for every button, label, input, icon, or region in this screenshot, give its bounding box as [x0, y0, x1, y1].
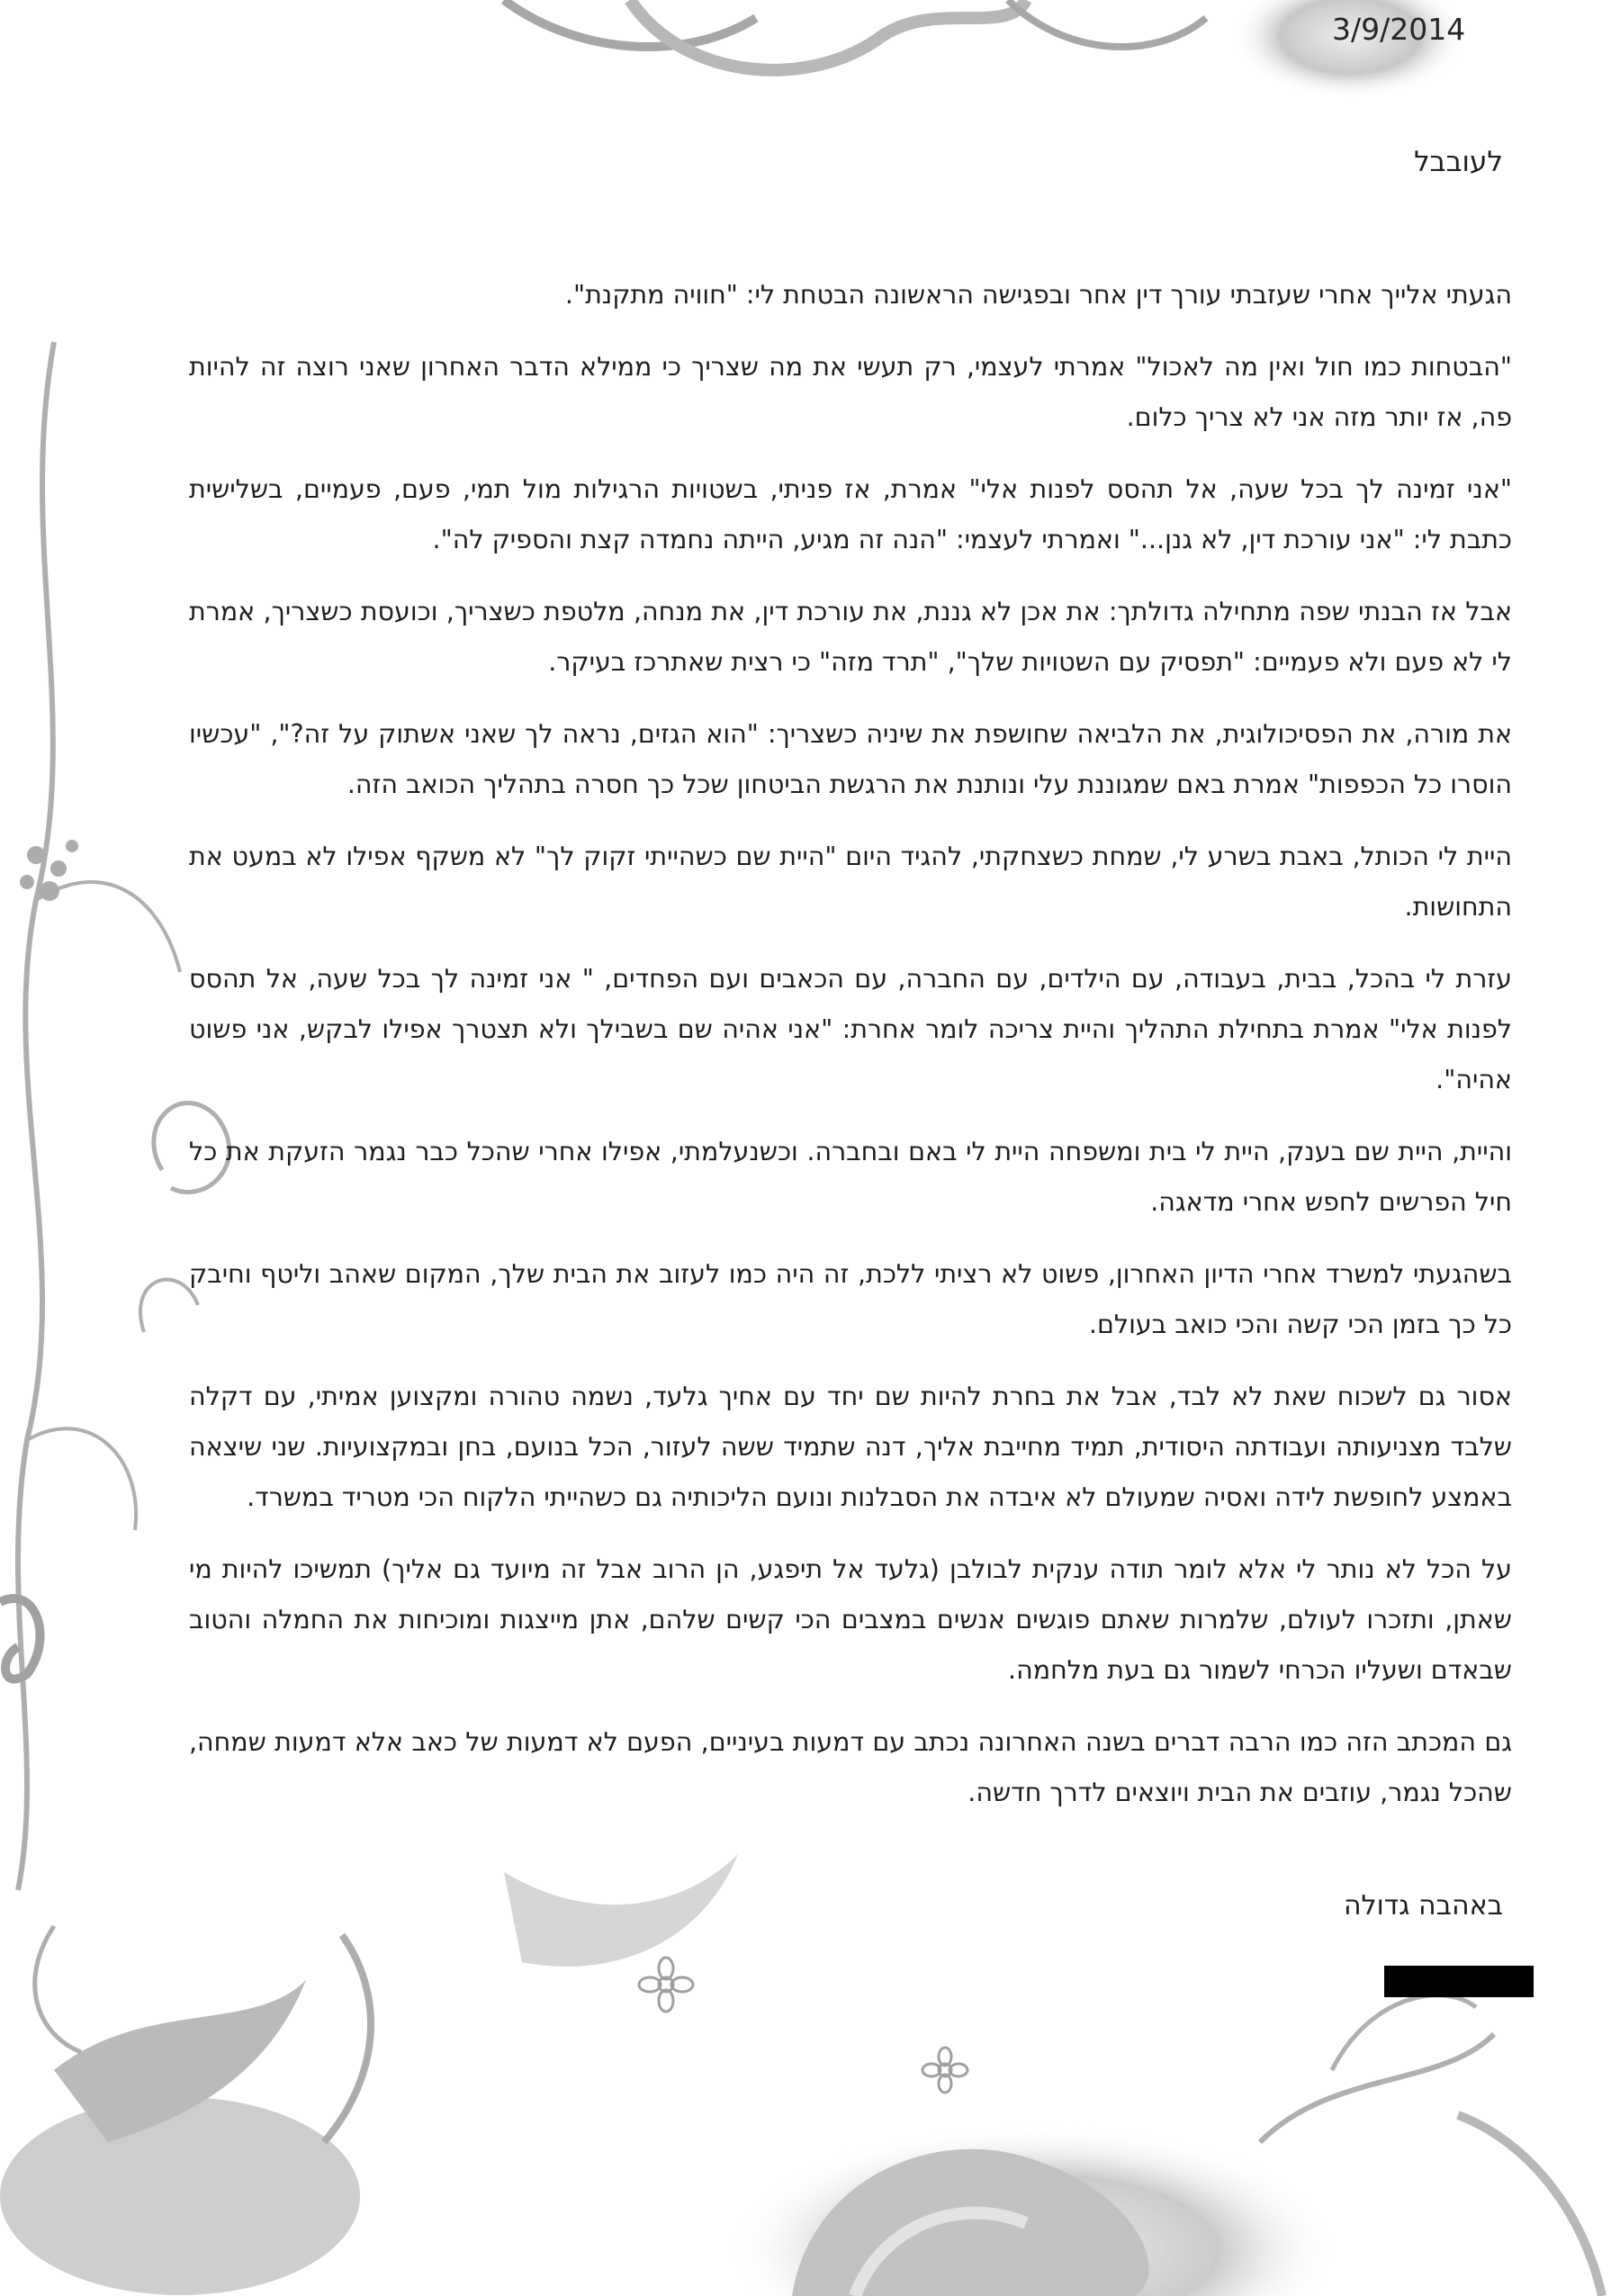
letter-paragraph: גם המכתב הזה כמו הרבה דברים בשנה האחרונה נכתב עם דמעות בעיניים, הפעם לא דמעות של כאב אלא דמעות שמחה, שהכל נגמר, עוזבים את הבית ויוצאים לדרך חדשה. — [189, 1727, 1512, 1807]
letter-paragraph: עזרת לי בהכל, בבית, בעבודה, עם הילדים, עם החברה, עם הכאבים ועם הפחדים, " אני זמינה לך בכל שעה, אל תהסס לפנות אלי" אמרת בתחילת התהליך והיית צריכה לומר אחרת: "אני אהיה שם בשבילך ולא תצטרך אפילו לבקש, אני פשוט אהיה". — [189, 964, 1512, 1094]
letter-paragraph: על הכל לא נותר לי אלא לומר תודה ענקית לבולבן (גלעד אל תיפגע, הן הרוב אבל זה מיועד גם אליך) תמשיכו להיות מי שאתן, ותזכרו לעולם, שלמרות שאתם פוגשים אנשים במצבים הכי קשים שלהם, אתן מייצגות ומוכיחות את החמלה והטוב שבאדם ושעליו הכרחי לשמור גם בעת מלחמה. — [189, 1554, 1512, 1685]
top-swirl-decoration — [504, 0, 1467, 99]
letter-paragraph: הגעתי אלייך אחרי שעזבתי עורך דין אחר ובפגישה הראשונה הבטחת לי: "חוויה מתקנת". — [564, 280, 1512, 310]
flower-icon — [922, 2048, 968, 2093]
letter-date: 3/9/2014 — [1332, 12, 1466, 47]
letter-paragraph: את מורה, את הפסיכולוגית, את הלביאה שחושפת את שיניה כשצריך: "הוא הגזים, נראה לך שאני אשתוק על זה?", "עכשיו הוסרו כל הכפפות" אמרת באם שמגוננת עלי ונותנת את הרגשת הביטחון שכל כך חסרה בתהליך הכואב הזה. — [189, 719, 1512, 799]
letter-paragraph: בשהגעתי למשרד אחרי הדיון האחרון, פשוט לא רציתי ללכת, זה היה כמו לעזוב את הבית שלך, המקום שאהב וליטף וחיבק כל כך בזמן הכי קשה והכי כואב בעולם. — [189, 1259, 1512, 1339]
letter-body — [189, 270, 1512, 1840]
letter-paragraph: היית לי הכותל, באבת בשרע לי, שמחת כשצחקתי, להגיד היום "היית שם כשהייתי זקוק לך" לא משקף אפילו לא במעט את התחושות. — [189, 842, 1512, 922]
flower-icon — [639, 1958, 693, 2012]
letter-salutation: לעובבל — [1414, 146, 1503, 178]
letter-paragraph: "הבטחות כמו חול ואין מה לאכול" אמרתי לעצמי, רק תעשי את מה שצריך כי ממילא הדבר האחרון שאני רוצה זה להיות פה, אז יותר מזה אני לא צריך כלום. — [189, 352, 1512, 432]
letter-paragraph: "אני זמינה לך בכל שעה, אל תהסס לפנות אלי" אמרת, אז פניתי, בשטויות הרגילות מול תמי, פעם, פעמיים, בשלישית כתבת לי: "אני עורכת דין, לא גנן..." ואמרתי לעצמי: "הנה זה מגיע, הייתה נחמדה קצת והספיק לה". — [189, 474, 1512, 554]
redacted-signature — [1384, 1966, 1534, 1997]
letter-closing: באהבה גדולה — [1343, 1890, 1503, 1922]
letter-paragraph: אסור גם לשכוח שאת לא לבד, אבל את בחרת להיות שם יחד עם אחיך גלעד, נשמה טהורה ומקצוען אמיתי, עם דקלה שלבד מצניעותה ועבודתה היסודית, תמיד מחייבת אליך, דנה שתמיד ששה לעזור, הכל בנועם, בחן ובמקצועיות. שני שיצאה באמצע לחופשת לידה ואסיה שמעולם לא איבדה את הסבלנות ונועם הליכותיה גם כשהייתי הלקוח הכי מטריד במשרד. — [189, 1382, 1512, 1512]
letter-paragraph: והיית, היית שם בענק, היית לי בית ומשפחה היית לי באם ובחברה. וכשנעלמתי, אפילו אחרי שהכל כבר נגמר הזעקת את כל חיל הפרשים לחפש אחרי מדאגה. — [189, 1137, 1512, 1217]
letter-paragraph: אבל אז הבנתי שפה מתחילה גדולתך: את אכן לא גננת, את עורכת דין, את מנחה, מלטפת כשצריך, וכועסת כשצריך, אמרת לי לא פעם ולא פעמיים: "תפסיק עם השטויות שלך", "תרד מזה" כי רצית שאתרכז בעיקר. — [189, 597, 1512, 677]
